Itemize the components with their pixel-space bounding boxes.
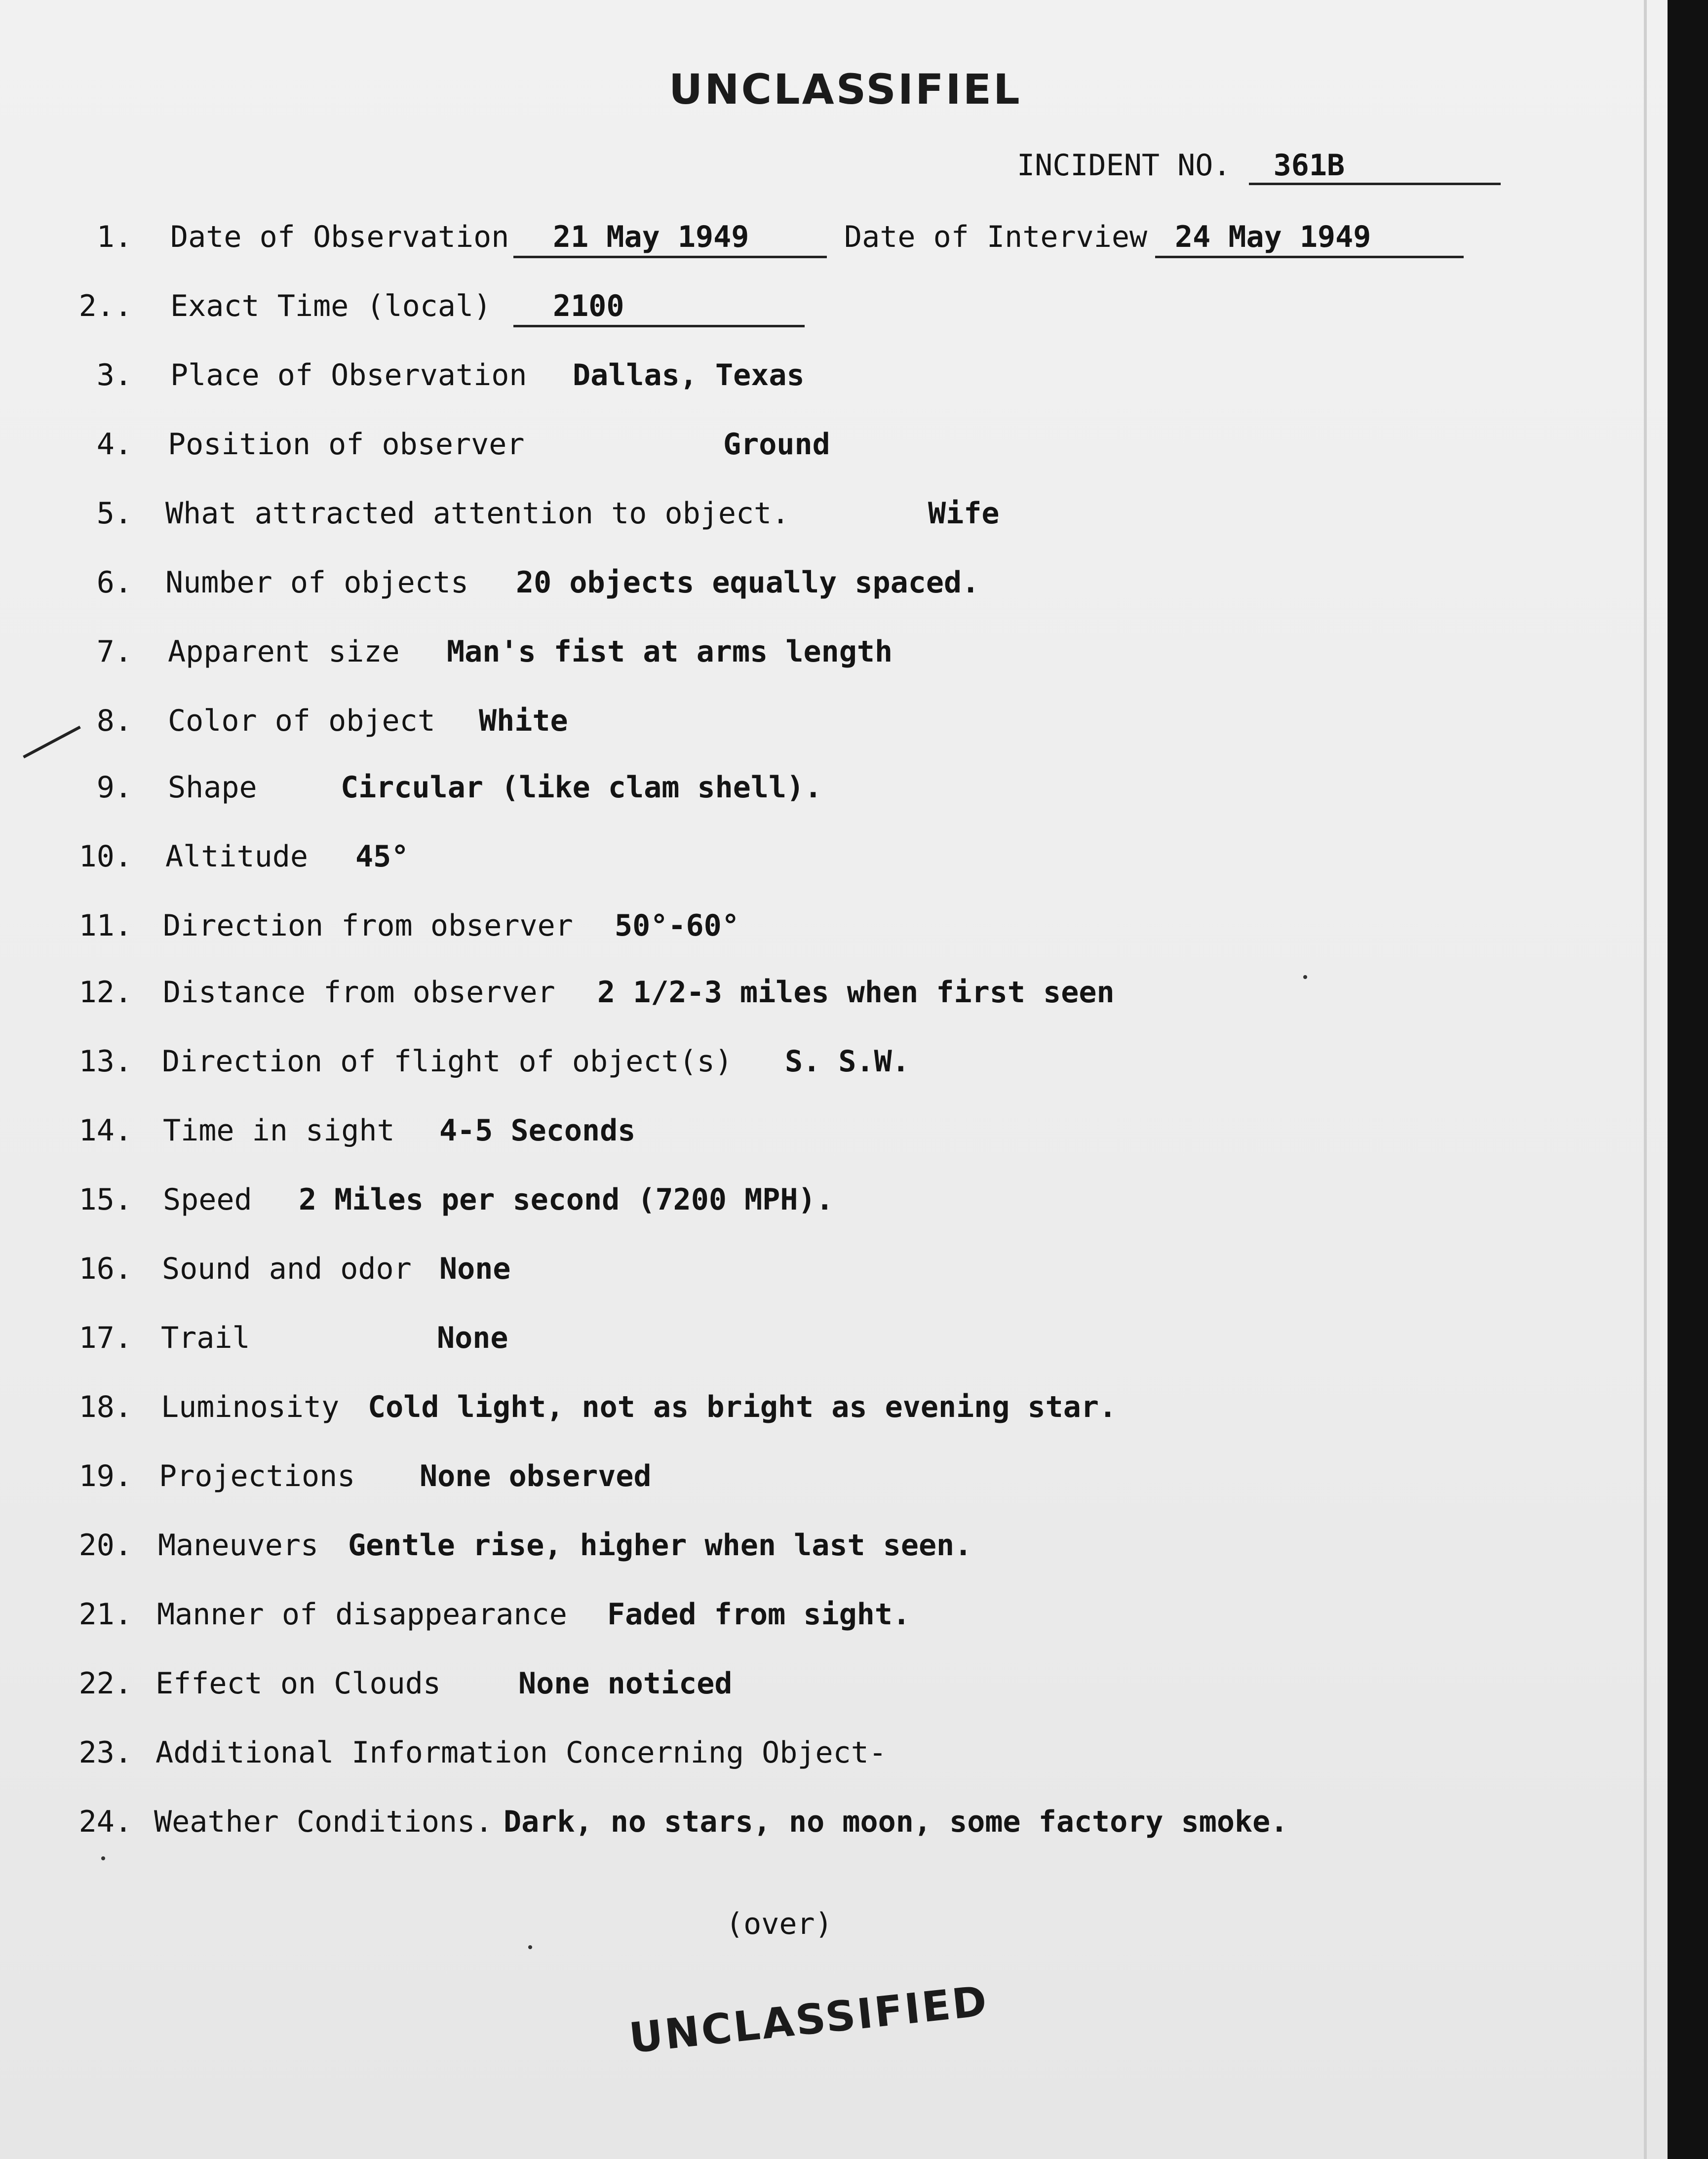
over-note: (over) — [726, 1907, 833, 1941]
speck — [528, 1945, 532, 1949]
paper-edge — [1644, 0, 1647, 2159]
classification-stamp-bottom: UNCLASSIFIED — [627, 1976, 991, 2063]
item-answer: 2 1/2-3 miles when first seen — [597, 975, 1115, 1010]
item-number: 10. — [78, 839, 132, 874]
form-item — [0, 1802, 1629, 1842]
item-label: Trail — [161, 1321, 250, 1355]
form-item — [0, 494, 1629, 533]
form-item — [0, 1664, 1629, 1703]
item-number: 19. — [78, 1459, 132, 1493]
form-item — [0, 906, 1629, 945]
item-answer: Cold light, not as bright as evening star. — [368, 1390, 1117, 1424]
incident-value: 361B — [1249, 148, 1501, 185]
item-answer: None — [439, 1252, 511, 1286]
item-number: 9. — [96, 770, 132, 805]
item-answer: Gentle rise, higher when last seen. — [348, 1528, 972, 1563]
item-number: 24. — [78, 1805, 132, 1839]
form-item — [0, 286, 1629, 326]
item-label: Speed — [163, 1182, 252, 1217]
item-label: Direction from observer — [163, 908, 573, 943]
form-item — [0, 1111, 1629, 1150]
item-label: Altitude — [165, 839, 308, 874]
item-label-secondary: Date of Interview — [844, 220, 1148, 254]
item-label: Place of Observation — [170, 358, 527, 393]
classification-stamp-top: UNCLASSIFIEL — [669, 65, 1022, 114]
form-item — [0, 1595, 1629, 1634]
form-item — [0, 973, 1629, 1012]
item-answer: None noticed — [518, 1666, 733, 1701]
item-label: Time in sight — [163, 1113, 395, 1148]
speck — [1303, 975, 1307, 979]
form-item — [0, 837, 1629, 876]
item-answer: Ground — [723, 427, 830, 462]
item-answer: None observed — [420, 1459, 652, 1493]
form-item — [0, 1456, 1629, 1496]
item-answer: 2100 — [553, 289, 624, 323]
item-label: Distance from observer — [163, 975, 555, 1010]
form-item — [0, 1249, 1629, 1289]
item-number: 20. — [78, 1528, 132, 1563]
item-label: Effect on Clouds — [155, 1666, 441, 1701]
item-label: Shape — [168, 770, 257, 805]
form-item — [0, 1387, 1629, 1427]
item-label: Luminosity — [161, 1390, 340, 1424]
item-answer: 2 Miles per second (7200 MPH). — [299, 1182, 834, 1217]
form-item — [0, 1042, 1629, 1081]
item-number: 15. — [78, 1182, 132, 1217]
scan-border — [1668, 0, 1708, 2159]
item-answer: S. S.W. — [785, 1044, 910, 1079]
item-label: Sound and odor — [162, 1252, 412, 1286]
item-answer: 21 May 1949 — [553, 220, 749, 254]
item-label: Additional Information Concerning Object- — [155, 1735, 887, 1770]
item-number: 22. — [78, 1666, 132, 1701]
form-item — [0, 1180, 1629, 1219]
item-answer: None — [437, 1321, 508, 1355]
form-item — [0, 355, 1629, 395]
item-answer: Dallas, Texas — [573, 358, 805, 393]
item-number: 12. — [78, 975, 132, 1010]
item-number: 16. — [78, 1252, 132, 1286]
form-item — [0, 425, 1629, 464]
form-item — [0, 563, 1629, 602]
item-number: 13. — [78, 1044, 132, 1079]
form-item — [0, 768, 1629, 807]
item-answer: Circular (like clam shell). — [341, 770, 822, 805]
item-label: Exact Time (local) — [170, 289, 492, 323]
item-number: 6. — [96, 565, 132, 600]
item-answer: 4-5 Seconds — [439, 1113, 636, 1148]
item-answer: Man's fist at arms length — [447, 634, 893, 669]
item-number: 1. — [96, 220, 132, 254]
speck — [101, 1856, 105, 1860]
incident-number — [1017, 148, 1501, 185]
item-number: 2.. — [78, 289, 132, 323]
item-label: Date of Observation — [170, 220, 509, 254]
item-label: Number of objects — [165, 565, 469, 600]
item-label: Projections — [159, 1459, 355, 1493]
form-item — [0, 1526, 1629, 1565]
item-label: Position of observer — [168, 427, 525, 462]
form-item — [0, 632, 1629, 671]
form-item — [0, 1318, 1629, 1358]
incident-label: INCIDENT NO. — [1017, 148, 1231, 183]
item-answer: 20 objects equally spaced. — [516, 565, 980, 600]
item-number: 7. — [96, 634, 132, 669]
item-number: 14. — [78, 1113, 132, 1148]
item-label: Direction of flight of object(s) — [162, 1044, 733, 1079]
item-answer: Dark, no stars, no moon, some factory smoke. — [504, 1805, 1288, 1839]
form-item — [0, 701, 1629, 741]
item-number: 18. — [78, 1390, 132, 1424]
form-item — [0, 217, 1629, 257]
item-number: 4. — [96, 427, 132, 462]
item-label: Weather Conditions. — [154, 1805, 493, 1839]
item-label: Color of object — [168, 704, 435, 738]
item-label: Maneuvers — [158, 1528, 319, 1563]
item-answer: White — [479, 704, 568, 738]
item-number: 17. — [78, 1321, 132, 1355]
item-label: Manner of disappearance — [157, 1597, 567, 1632]
item-number: 11. — [78, 908, 132, 943]
item-answer: Wife — [928, 496, 1000, 531]
item-answer: 50°-60° — [615, 908, 739, 943]
item-answer: Faded from sight. — [607, 1597, 911, 1632]
item-label: What attracted attention to object. — [165, 496, 790, 531]
item-number: 5. — [96, 496, 132, 531]
item-answer: 45° — [355, 839, 409, 874]
item-number: 21. — [78, 1597, 132, 1632]
item-number: 3. — [96, 358, 132, 393]
item-number: 23. — [78, 1735, 132, 1770]
item-label: Apparent size — [168, 634, 400, 669]
form-item — [0, 1733, 1629, 1772]
item-number: 8. — [96, 704, 132, 738]
item-answer-secondary: 24 May 1949 — [1175, 220, 1371, 254]
